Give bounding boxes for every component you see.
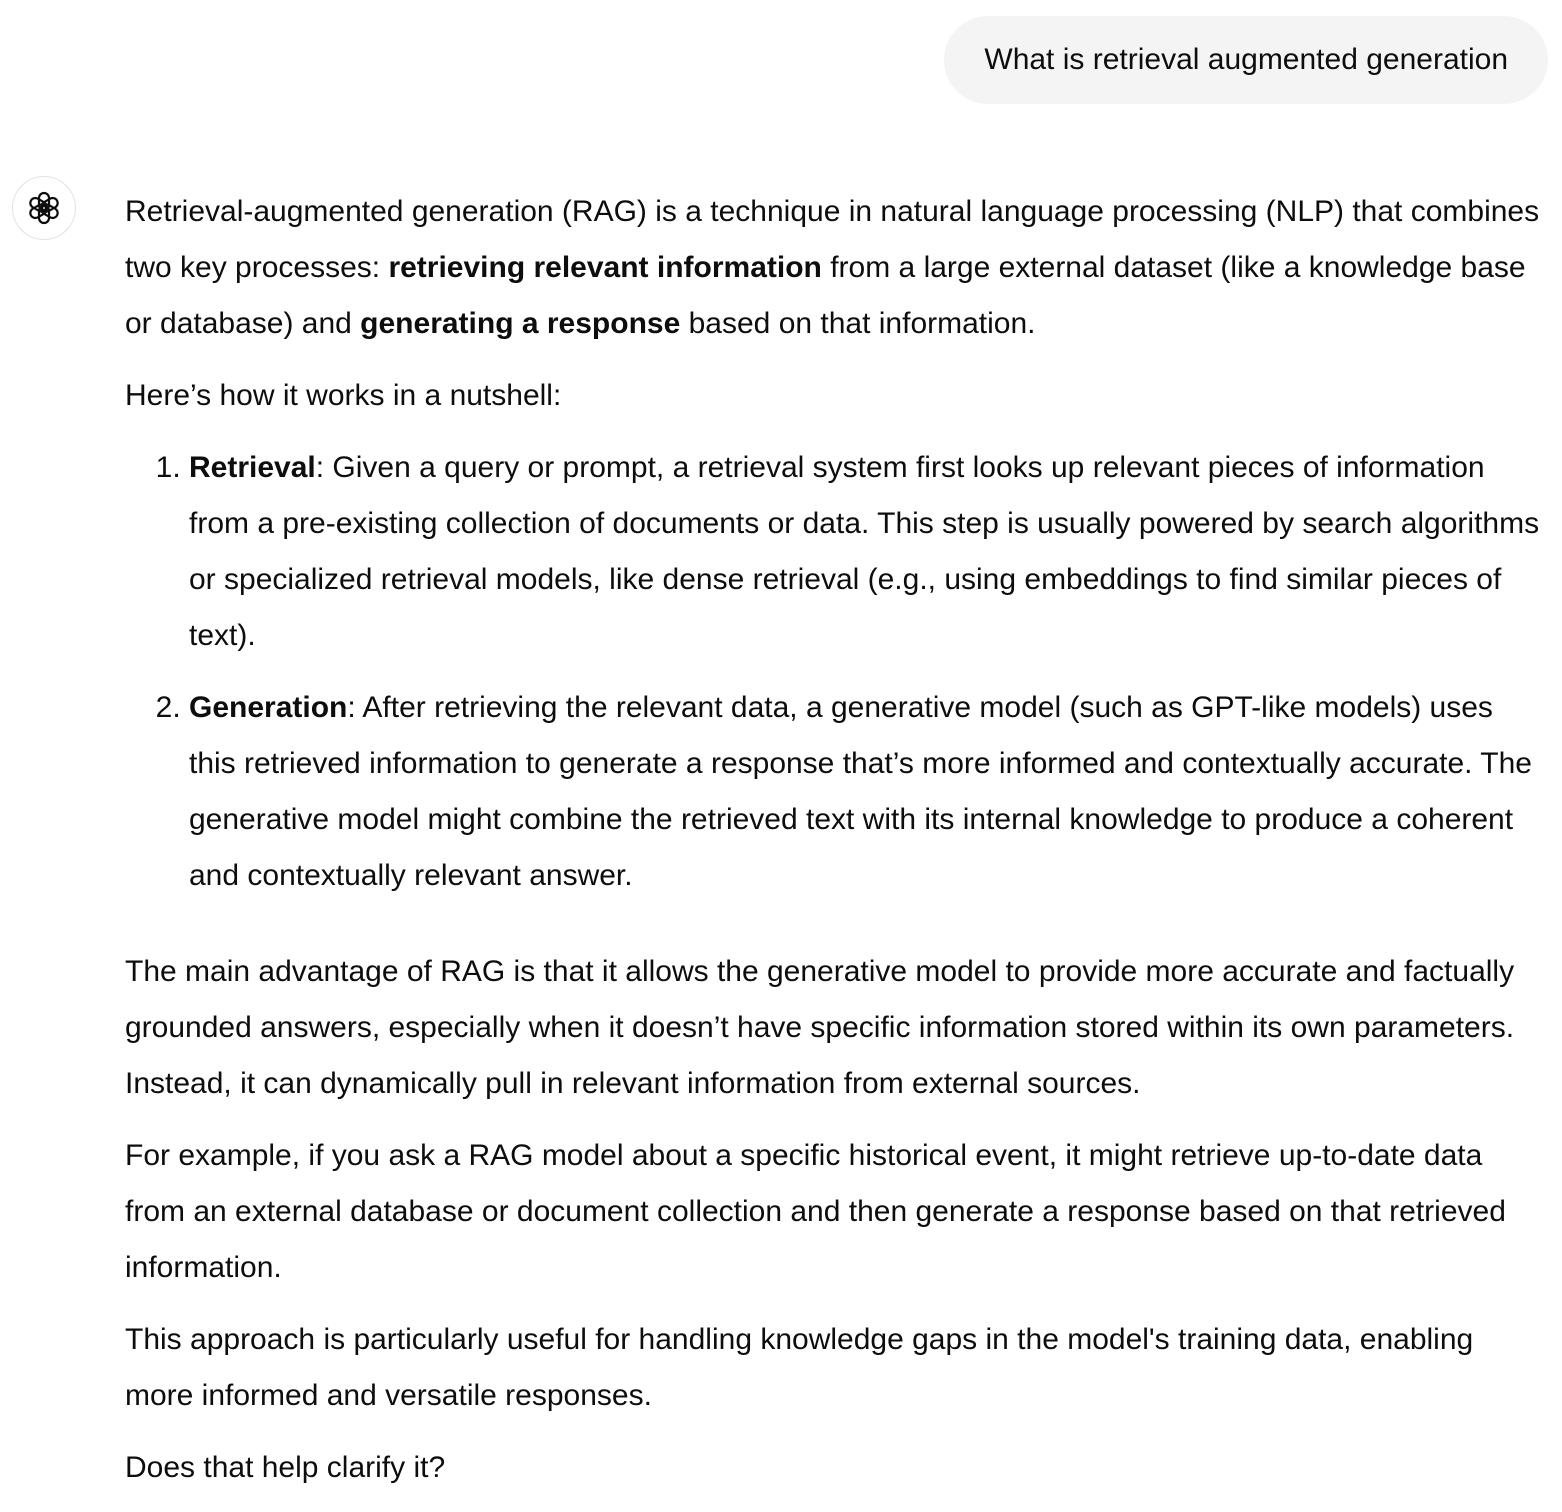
closing-question: Does that help clarify it? [125, 1451, 446, 1484]
step-title: Retrieval [189, 451, 316, 484]
example-paragraph: For example, if you ask a RAG model about a specific historical event, it might retrieve up-to-date data from an external database or document collection and then generate a response based on that retrieved information. [125, 1139, 1506, 1284]
step-title: Generation [189, 691, 348, 724]
intro-paragraph: Retrieval-augmented generation (RAG) is a technique in natural language processing (NLP) that combines two key processes: retrieving relevant information from a large external dataset (like a knowledge base or database) and generating a response based on that information. [125, 195, 1540, 340]
assistant-avatar [12, 176, 76, 240]
advantage-paragraph: The main advantage of RAG is that it allows the generative model to provide more accurate and factually grounded answers, especially when it doesn’t have specific information stored within its own parameters. Instead, it can dynamically pull in relevant information from external sources. [125, 955, 1515, 1100]
lead-paragraph: Here’s how it works in a nutshell: [125, 379, 562, 412]
bold-generating: generating a response [360, 307, 681, 340]
user-message-bubble [944, 16, 1548, 104]
user-message-text: What is retrieval augmented generation [984, 43, 1508, 76]
usefulness-paragraph: This approach is particularly useful for handling knowledge gaps in the model's training data, enabling more informed and versatile responses. [125, 1323, 1474, 1412]
step-text: : Given a query or prompt, a retrieval system first looks up relevant pieces of information from a pre-existing collection of documents or data. This step is usually powered by search algorithms or specialized retrieval models, like dense retrieval (e.g., using embeddings to find similar pieces of text). [189, 451, 1540, 652]
step-text: : After retrieving the relevant data, a generative model (such as GPT-like models) uses this retrieved information to generate a response that’s more informed and contextually accurate. The generative model might combine the retrieved text with its internal knowledge to produce a coherent and contextually relevant answer. [189, 691, 1532, 892]
list-item [189, 440, 1545, 664]
bold-retrieving: retrieving relevant information [388, 251, 822, 284]
openai-logo-icon [26, 190, 62, 226]
steps-list-wrapper [125, 440, 1545, 904]
steps-list [125, 440, 1545, 904]
list-item [189, 680, 1545, 904]
assistant-response [125, 184, 1545, 1512]
